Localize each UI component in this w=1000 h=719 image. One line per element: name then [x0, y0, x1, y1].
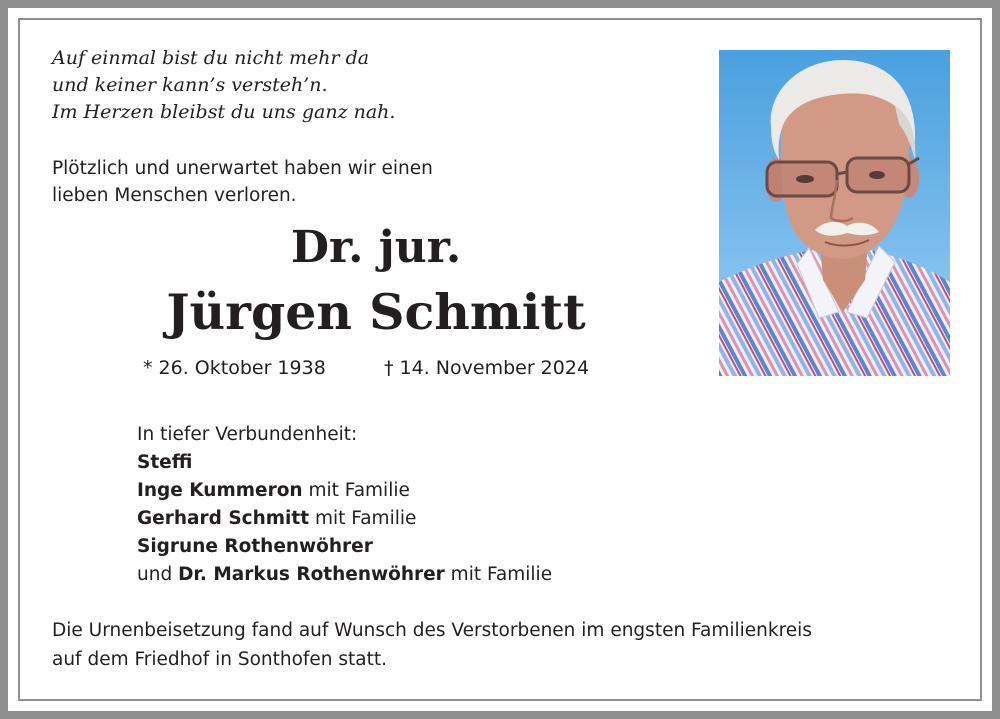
portrait-photo — [719, 50, 950, 376]
mourner-line — [137, 561, 552, 589]
intro-line: Plötzlich und unerwartet haben wir einen — [52, 158, 433, 179]
mourner-suffix: mit Familie — [302, 480, 410, 501]
poem-line: und keiner kann’s versteh’n. — [52, 74, 328, 96]
mourner-line — [137, 449, 552, 477]
academic-title: Dr. jur. — [290, 222, 462, 273]
mourner-suffix: mit Familie — [444, 564, 553, 585]
poem-line: Auf einmal bist du nicht mehr da — [52, 47, 370, 69]
burial-note-line: Die Urnenbeisetzung fand auf Wunsch des Verstorbenen im engsten Familienkreis — [52, 620, 812, 641]
poem — [52, 45, 395, 126]
mourner-line — [137, 477, 552, 505]
intro-line: lieben Menschen verloren. — [52, 185, 297, 206]
poem-line: Im Herzen bleibst du uns ganz nah. — [52, 101, 396, 123]
mourner-prefix: und — [137, 564, 179, 585]
death-date: † 14. November 2024 — [384, 357, 590, 379]
mourner-line — [137, 505, 552, 533]
mourner-name: Steffi — [137, 452, 193, 473]
portrait-illustration — [719, 50, 950, 376]
mourner-name: Inge Kummeron — [137, 480, 303, 501]
burial-note — [52, 616, 812, 674]
mourner-name: Gerhard Schmitt — [137, 508, 310, 529]
mourner-line — [137, 533, 552, 561]
deceased-name: Jürgen Schmitt — [166, 283, 586, 341]
mourner-suffix: mit Familie — [309, 508, 417, 529]
mourner-name: Sigrune Rothenwöhrer — [137, 536, 373, 557]
mourner-name: Dr. Markus Rothenwöhrer — [178, 564, 445, 585]
birth-date: * 26. Oktober 1938 — [143, 357, 326, 379]
intro-text — [52, 155, 433, 209]
mourners-heading: In tiefer Verbundenheit: — [137, 424, 358, 445]
mourners-list — [137, 421, 552, 589]
burial-note-line: auf dem Friedhof in Sonthofen statt. — [52, 649, 388, 670]
